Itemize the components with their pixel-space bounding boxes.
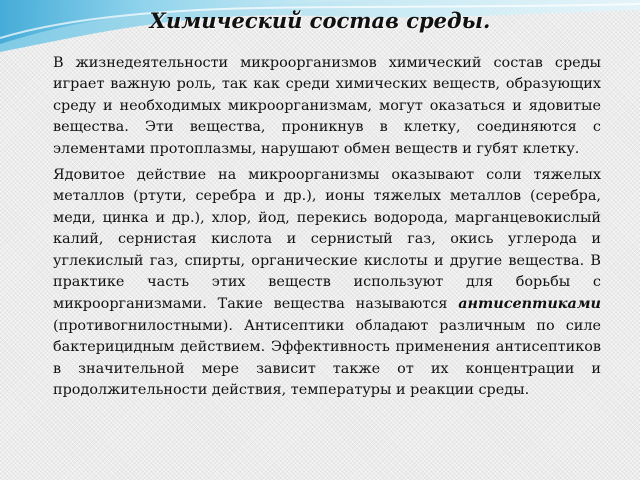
paragraph-2 <box>53 165 601 401</box>
paragraph-2-text-after: (противогнилостными). Антисептики обладают различным по силе бактерицидным действием. Эффективность применения антисептиков в значительной мере зависит также от их концентрации и продолжительности действия, температуры и реакции среды. <box>53 317 601 399</box>
slide-title: Химический состав среды. <box>149 8 491 33</box>
paragraph-2-text-before: Ядовитое действие на микроорганизмы оказывают соли тяжелых металлов (ртути, серебра и др.), ионы тяжелых металлов (серебра, меди, цинка и др.), хлор, йод, перекись водорода, марганцевокислый калий, сернистая кислота и сернистый газ, окись углерода и углекислый газ, спирты, органические кислоты и другие вещества. В практике часть этих веществ используют для борьбы с микроорганизмами. Такие вещества называются <box>53 167 601 313</box>
antiseptics-term: антисептиками <box>458 295 601 313</box>
paragraph-1: В жизнедеятельности микроорганизмов химический состав среды играет важную роль, так как среди химических веществ, образующих среду и необходимых микроорганизмам, могут оказаться и ядовитые вещества. Эти вещества, проникнув в клетку, соединяются с элементами протоплазмы, нарушают обмен веществ и губят клетку. <box>53 55 601 157</box>
slide-body <box>53 53 601 407</box>
